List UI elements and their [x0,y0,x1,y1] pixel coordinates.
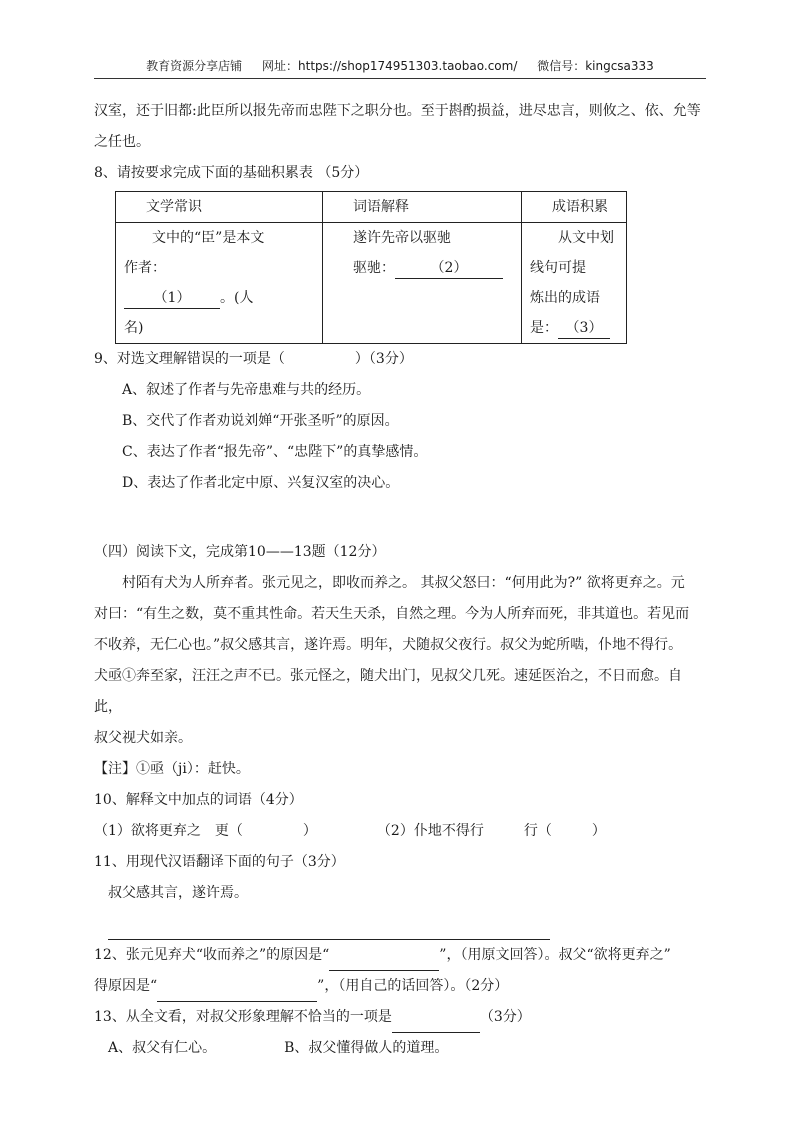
q11-line [94,878,706,940]
q8-col3-header: 成语积累 [522,192,627,223]
q13-answer-line[interactable] [392,1014,480,1033]
q12-line1-a: 12、张元见弃犬“收而养之”的原因是“ [94,947,330,963]
q8-col2-header: 词语解释 [323,192,522,223]
page-header [94,56,706,79]
q8-title: 8、请按要求完成下面的基础积累表 （5分） [94,165,369,181]
q8-col1-suffix: 。(人 [220,290,254,306]
q13-title-a: 13、从全文看，对叔父形象理解不恰当的一项是 [94,1009,392,1025]
q8-blank-2[interactable]: （2） [395,258,503,279]
q8-col3-line [530,283,618,343]
header-shop: 教育资源分享店铺 [146,59,243,73]
intro-line-1: 汉室，还于旧都:此臣所以报先帝而忠陛下之职分也。至于斟酌损益，进尽忠言，则攸之、依、允等 [94,103,701,119]
q8-col1-cell [116,223,323,344]
q10-items [94,816,706,847]
q13-option-a: A、叔父有仁心。 [108,1040,217,1056]
q9-option-c: C、表达了作者“报先帝”、“忠陛下”的真挚感情。 [122,444,428,460]
q10-title: 10、解释文中加点的词语（4分） [94,792,303,808]
q13-title [94,1002,706,1033]
q9-option-b: B、交代了作者劝说刘婵“开张圣听”的原因。 [122,413,399,429]
q11-title: 11、用现代汉语翻译下面的句子（3分） [94,854,345,870]
q9-title [94,344,706,375]
q11-answer-line[interactable] [108,921,550,940]
q12-answer-1[interactable] [329,952,439,971]
q8-col1-header: 文学常识 [116,192,323,223]
q10-item1-b: ） [302,823,317,839]
q13-title-b: （3分） [479,1009,531,1025]
q9-option-d: D、表达了作者北定中原、兴复汉室的决心。 [122,475,400,491]
q10-item2-a: （2）仆地不得行 [376,823,484,839]
q11-sentence: 叔父感其言，遂许焉。 [108,885,248,901]
passage-line-4: 犬亟①奔至家，汪汪之声不已。张元怪之，随犬出门，见叔父几死。速延医治之，不日而愈。自此， [94,668,682,715]
q13-option-b: B、叔父懂得做人的道理。 [284,1040,449,1056]
section4-title: （四）阅读下文，完成第10——13题（12分） [94,544,386,560]
q10-item2-c: ） [591,823,606,839]
q8-table [115,191,627,344]
q9-title-a: 9、对选文理解错误的一项是（ [94,351,285,367]
q8-col1-text-a: 文中的“臣”是本文 [152,230,265,246]
header-wechat: 微信号：kingcsa333 [537,59,654,73]
passage-line-5: 叔父视犬如亲。 [94,730,192,746]
q8-col1-blank-line [124,283,314,313]
passage-line-3: 不收养，无仁心也。”叔父感其言，遂许焉。明年，犬随叔父夜行。叔父为蛇所啮，仆地不得行。 [94,637,683,653]
q8-col3-cell [522,223,627,344]
q8-col3-text-b: 炼出的成语是： [530,290,600,336]
q8-col3-text-a: 从文中划线句可提 [530,230,614,276]
q13-options [94,1033,706,1064]
q8-blank-1[interactable]: （1） [124,288,220,309]
q8-col2-cell [323,223,522,344]
document-body [94,96,706,1064]
header-url[interactable]: 网址：https://shop174951303.taobao.com/ [262,59,518,73]
passage-line-2: 对曰：“有生之数，莫不重其性命。若天生天杀，自然之理。今为人所弃而死，非其道也。若见而 [94,606,690,622]
q12-line2-a: 得原因是“ [94,978,158,994]
q8-col2-text-a: 遂许先帝以驱驰 [353,230,451,246]
q10-item1-a: （1）欲将更弃之 更（ [94,823,243,839]
q8-col1-text-c: 名) [124,320,144,336]
q9-option-a: A、叙述了作者与先帝患难与共的经历。 [122,382,371,398]
q12-line1-b: ”，（用原文回答）。叔父“欲将更弃之” [439,947,671,963]
passage-line-1: 村陌有犬为人所弃者。张元见之，即收而养之。 其叔父怒曰：“何用此为?” 欲将更弃之。元 [122,575,685,591]
q12-line2-b: ”，（用自己的话回答）。（2分） [317,978,509,994]
q8-blank-3[interactable]: （3） [558,318,610,339]
q12-answer-2[interactable] [157,983,317,1002]
q8-col2-text-b: 驱驰： [353,260,395,276]
q9-title-b: ）（3分） [354,351,413,367]
q8-col1-text-b: 作者： [124,260,166,276]
q10-item2-b: 行（ [523,823,552,839]
q12-line-1 [94,940,706,971]
q8-col2-line [331,253,513,283]
passage-note: 【注】①亟（ji）：赶快。 [94,761,250,777]
intro-line-2: 之任也。 [94,134,150,150]
q12-line-2 [94,971,706,1002]
